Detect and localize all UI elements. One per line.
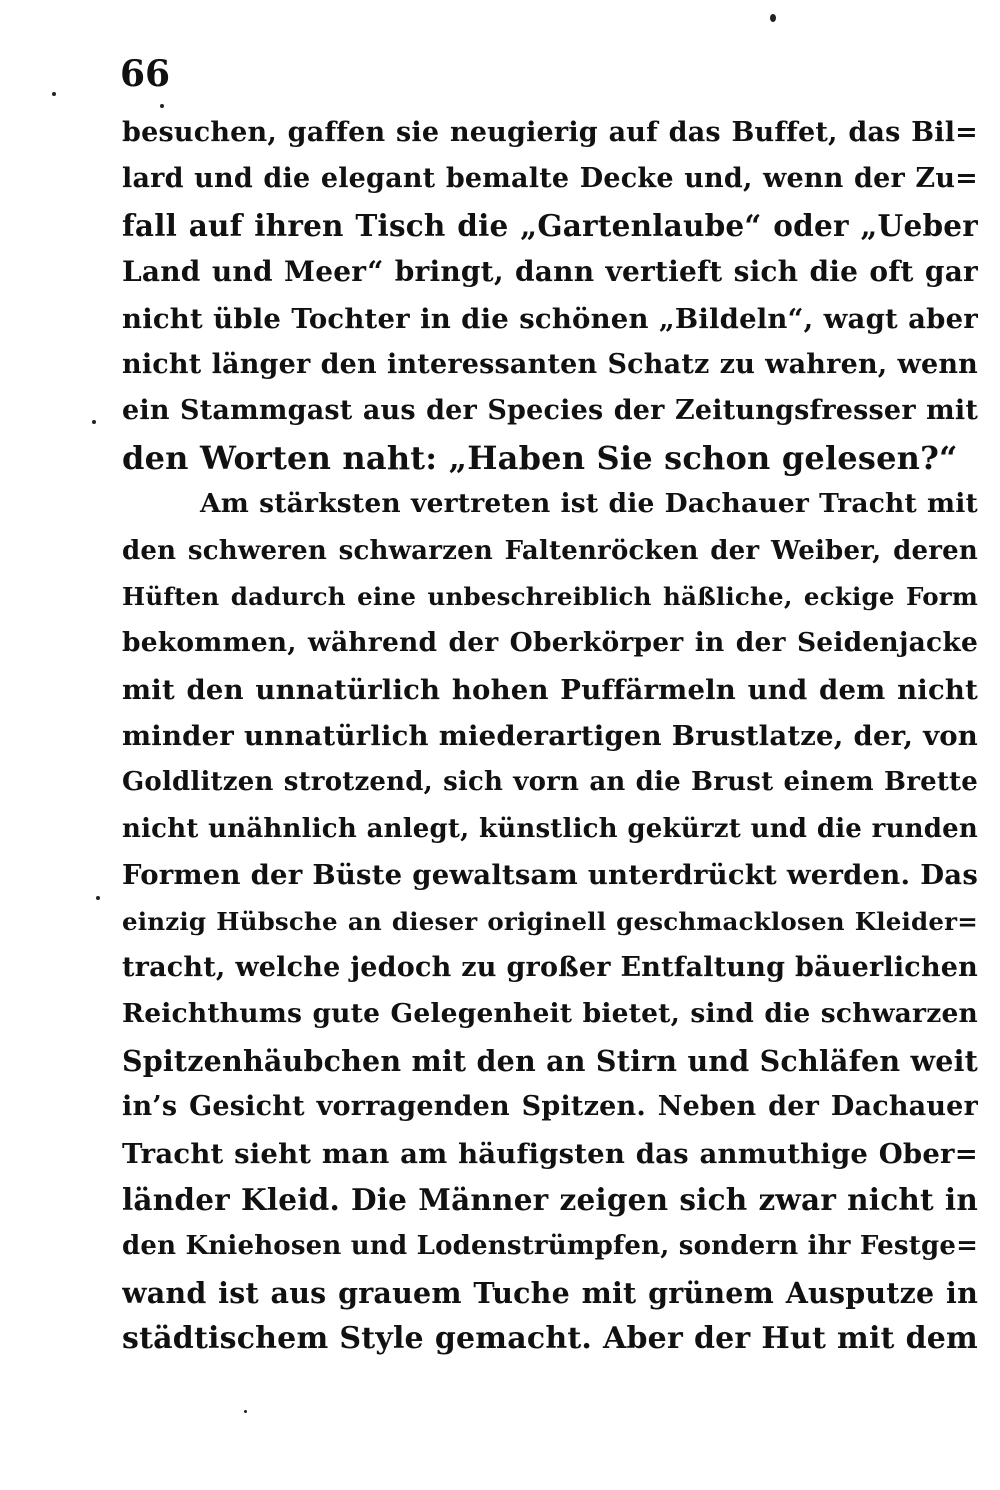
text-line: Reichthums gute Gelegenheit bietet, sind die schwarzen bbox=[122, 998, 978, 1030]
text-line: Goldlitzen strotzend, sich vorn an die Brust einem Brette bbox=[122, 767, 978, 798]
scan-speck bbox=[770, 14, 776, 22]
scan-speck bbox=[244, 1410, 247, 1413]
text-line: ein Stammgast aus der Species der Zeitungsfresser mit bbox=[122, 395, 978, 427]
text-line: Hüften dadurch eine unbeschreiblich häßliche, eckige Form bbox=[122, 581, 978, 611]
text-line: Land und Meer“ bringt, dann vertieft sich die oft gar bbox=[122, 255, 978, 289]
text-line: nicht unähnlich anlegt, künstlich gekürzt und die runden bbox=[122, 813, 978, 844]
scan-speck bbox=[96, 896, 100, 900]
body-text bbox=[122, 110, 978, 1363]
text-line: den schweren schwarzen Faltenröcken der Weiber, deren bbox=[122, 535, 978, 566]
text-line: minder unnatürlich miederartigen Brustlatze, der, von bbox=[122, 720, 978, 753]
text-line: tracht, welche jedoch zu großer Entfaltung bäuerlichen bbox=[122, 952, 978, 984]
text-line: fall auf ihren Tisch die „Gartenlaube“ oder „Ueber bbox=[122, 207, 978, 243]
text-line: mit den unnatürlich hohen Puffärmeln und dem nicht bbox=[122, 673, 978, 706]
text-line: städtischem Style gemacht. Aber der Hut mit dem bbox=[122, 1321, 978, 1357]
text-line: besuchen, gaffen sie neugierig auf das Buffet, das Bil= bbox=[122, 117, 978, 148]
scan-speck bbox=[52, 92, 56, 96]
text-line: Formen der Büste gewaltsam unterdrückt werden. Das bbox=[122, 859, 978, 892]
scan-speck bbox=[160, 104, 164, 108]
text-line: Am stärksten vertreten ist die Dachauer Tracht mit bbox=[200, 488, 978, 520]
text-line: bekommen, während der Oberkörper in der Seidenjacke bbox=[122, 627, 978, 659]
text-line: nicht üble Tochter in die schönen „Bildeln“, wagt aber bbox=[122, 302, 978, 335]
text-line: nicht länger den interessanten Schatz zu wahren, wenn bbox=[122, 348, 978, 380]
text-line: in’s Gesicht vorragenden Spitzen. Neben der Dachauer bbox=[122, 1091, 978, 1123]
text-line: den Worten naht: „Haben Sie schon gelesen?“ bbox=[122, 438, 958, 477]
page-number: 66 bbox=[120, 53, 171, 95]
text-line: länder Kleid. Die Männer zeigen sich zwar nicht in bbox=[122, 1181, 978, 1217]
text-line: Tracht sieht man am häufigsten das anmuthige Ober= bbox=[122, 1137, 978, 1170]
text-line: Spitzenhäubchen mit den an Stirn und Schläfen weit bbox=[122, 1043, 978, 1078]
text-line: lard und die elegant bemalte Decke und, wenn der Zu= bbox=[122, 163, 978, 195]
text-line: einzig Hübsche an dieser originell geschmacklosen Kleider= bbox=[122, 906, 978, 936]
text-line: den Kniehosen und Lodenstrümpfen, sondern ihr Festge= bbox=[122, 1231, 978, 1262]
text-line: wand ist aus grauem Tuche mit grünem Ausputze in bbox=[122, 1275, 978, 1310]
scan-speck bbox=[92, 420, 96, 424]
